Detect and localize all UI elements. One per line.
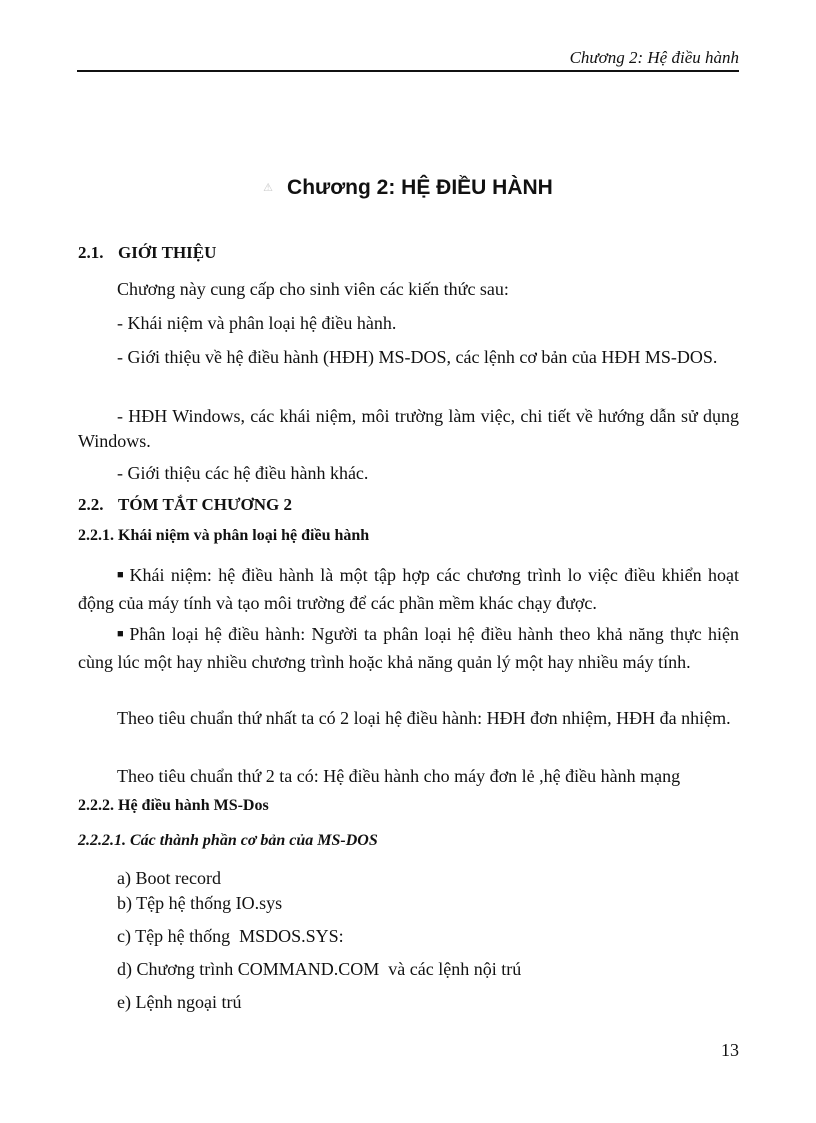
body-paragraph: Theo tiêu chuẩn thứ 2 ta có: Hệ điều hành cho máy đơn lẻ ,hệ điều hành mạng — [117, 766, 681, 786]
intro-item: - HĐH Windows, các khái niệm, môi trường làm việc, chi tiết về hướng dẫn sử dụng Windows. — [78, 406, 739, 451]
list-item: a) Boot record — [117, 868, 221, 888]
running-header: Chương 2: Hệ điều hành — [569, 48, 739, 67]
intro-item: - Giới thiệu về hệ điều hành (HĐH) MS-DOS, các lệnh cơ bản của HĐH MS-DOS. — [117, 347, 718, 367]
bullet-text: Phân loại hệ điều hành: Người ta phân loại hệ điều hành theo khả năng thực hiện cùng lúc một hay nhiều chương trình hoặc khả năng quản lý một hay nhiều máy tính. — [78, 624, 739, 672]
intro-item: - Khái niệm và phân loại hệ điều hành. — [117, 313, 397, 333]
bullet-paragraph — [78, 563, 739, 616]
section-number: 2.2. — [78, 495, 104, 514]
header-rule — [77, 70, 739, 72]
section-title: TÓM TẮT CHƯƠNG 2 — [118, 495, 292, 514]
intro-item: - Giới thiệu các hệ điều hành khác. — [117, 463, 369, 483]
body-paragraph: Theo tiêu chuẩn thứ nhất ta có 2 loại hệ điều hành: HĐH đơn nhiệm, HĐH đa nhiệm. — [117, 708, 731, 728]
list-item: b) Tệp hệ thống IO.sys — [117, 893, 283, 913]
section-number: 2.1. — [78, 243, 104, 262]
subsection-2-2-1-heading: 2.2.1. Khái niệm và phân loại hệ điều hành — [78, 527, 370, 544]
square-bullet-icon: ■ — [117, 628, 126, 640]
section-2-1-heading — [78, 243, 216, 263]
faint-mark-icon: ⚠ — [263, 182, 274, 194]
subsubsection-heading: 2.2.2.1. Các thành phần cơ bản của MS-DOS — [78, 832, 378, 849]
list-item: c) Tệp hệ thống MSDOS.SYS: — [117, 926, 344, 946]
intro-paragraph: Chương này cung cấp cho sinh viên các kiến thức sau: — [117, 279, 509, 299]
list-item: e) Lệnh ngoại trú — [117, 992, 242, 1012]
subsection-2-2-2-heading: 2.2.2. Hệ điều hành MS-Dos — [78, 797, 269, 814]
bullet-text: Khái niệm: hệ điều hành là một tập hợp các chương trình lo việc điều khiển hoạt động của máy tính và tạo môi trường để các phần mềm khác chạy được. — [78, 565, 739, 613]
square-bullet-icon: ■ — [117, 569, 126, 581]
section-title: GIỚI THIỆU — [118, 243, 217, 262]
chapter-title — [0, 176, 816, 200]
list-item: d) Chương trình COMMAND.COM và các lệnh nội trú — [117, 959, 522, 979]
page-number: 13 — [721, 1040, 739, 1060]
bullet-paragraph — [78, 622, 739, 675]
section-2-2-heading — [78, 495, 292, 515]
chapter-title-text: Chương 2: HỆ ĐIỀU HÀNH — [287, 176, 553, 199]
